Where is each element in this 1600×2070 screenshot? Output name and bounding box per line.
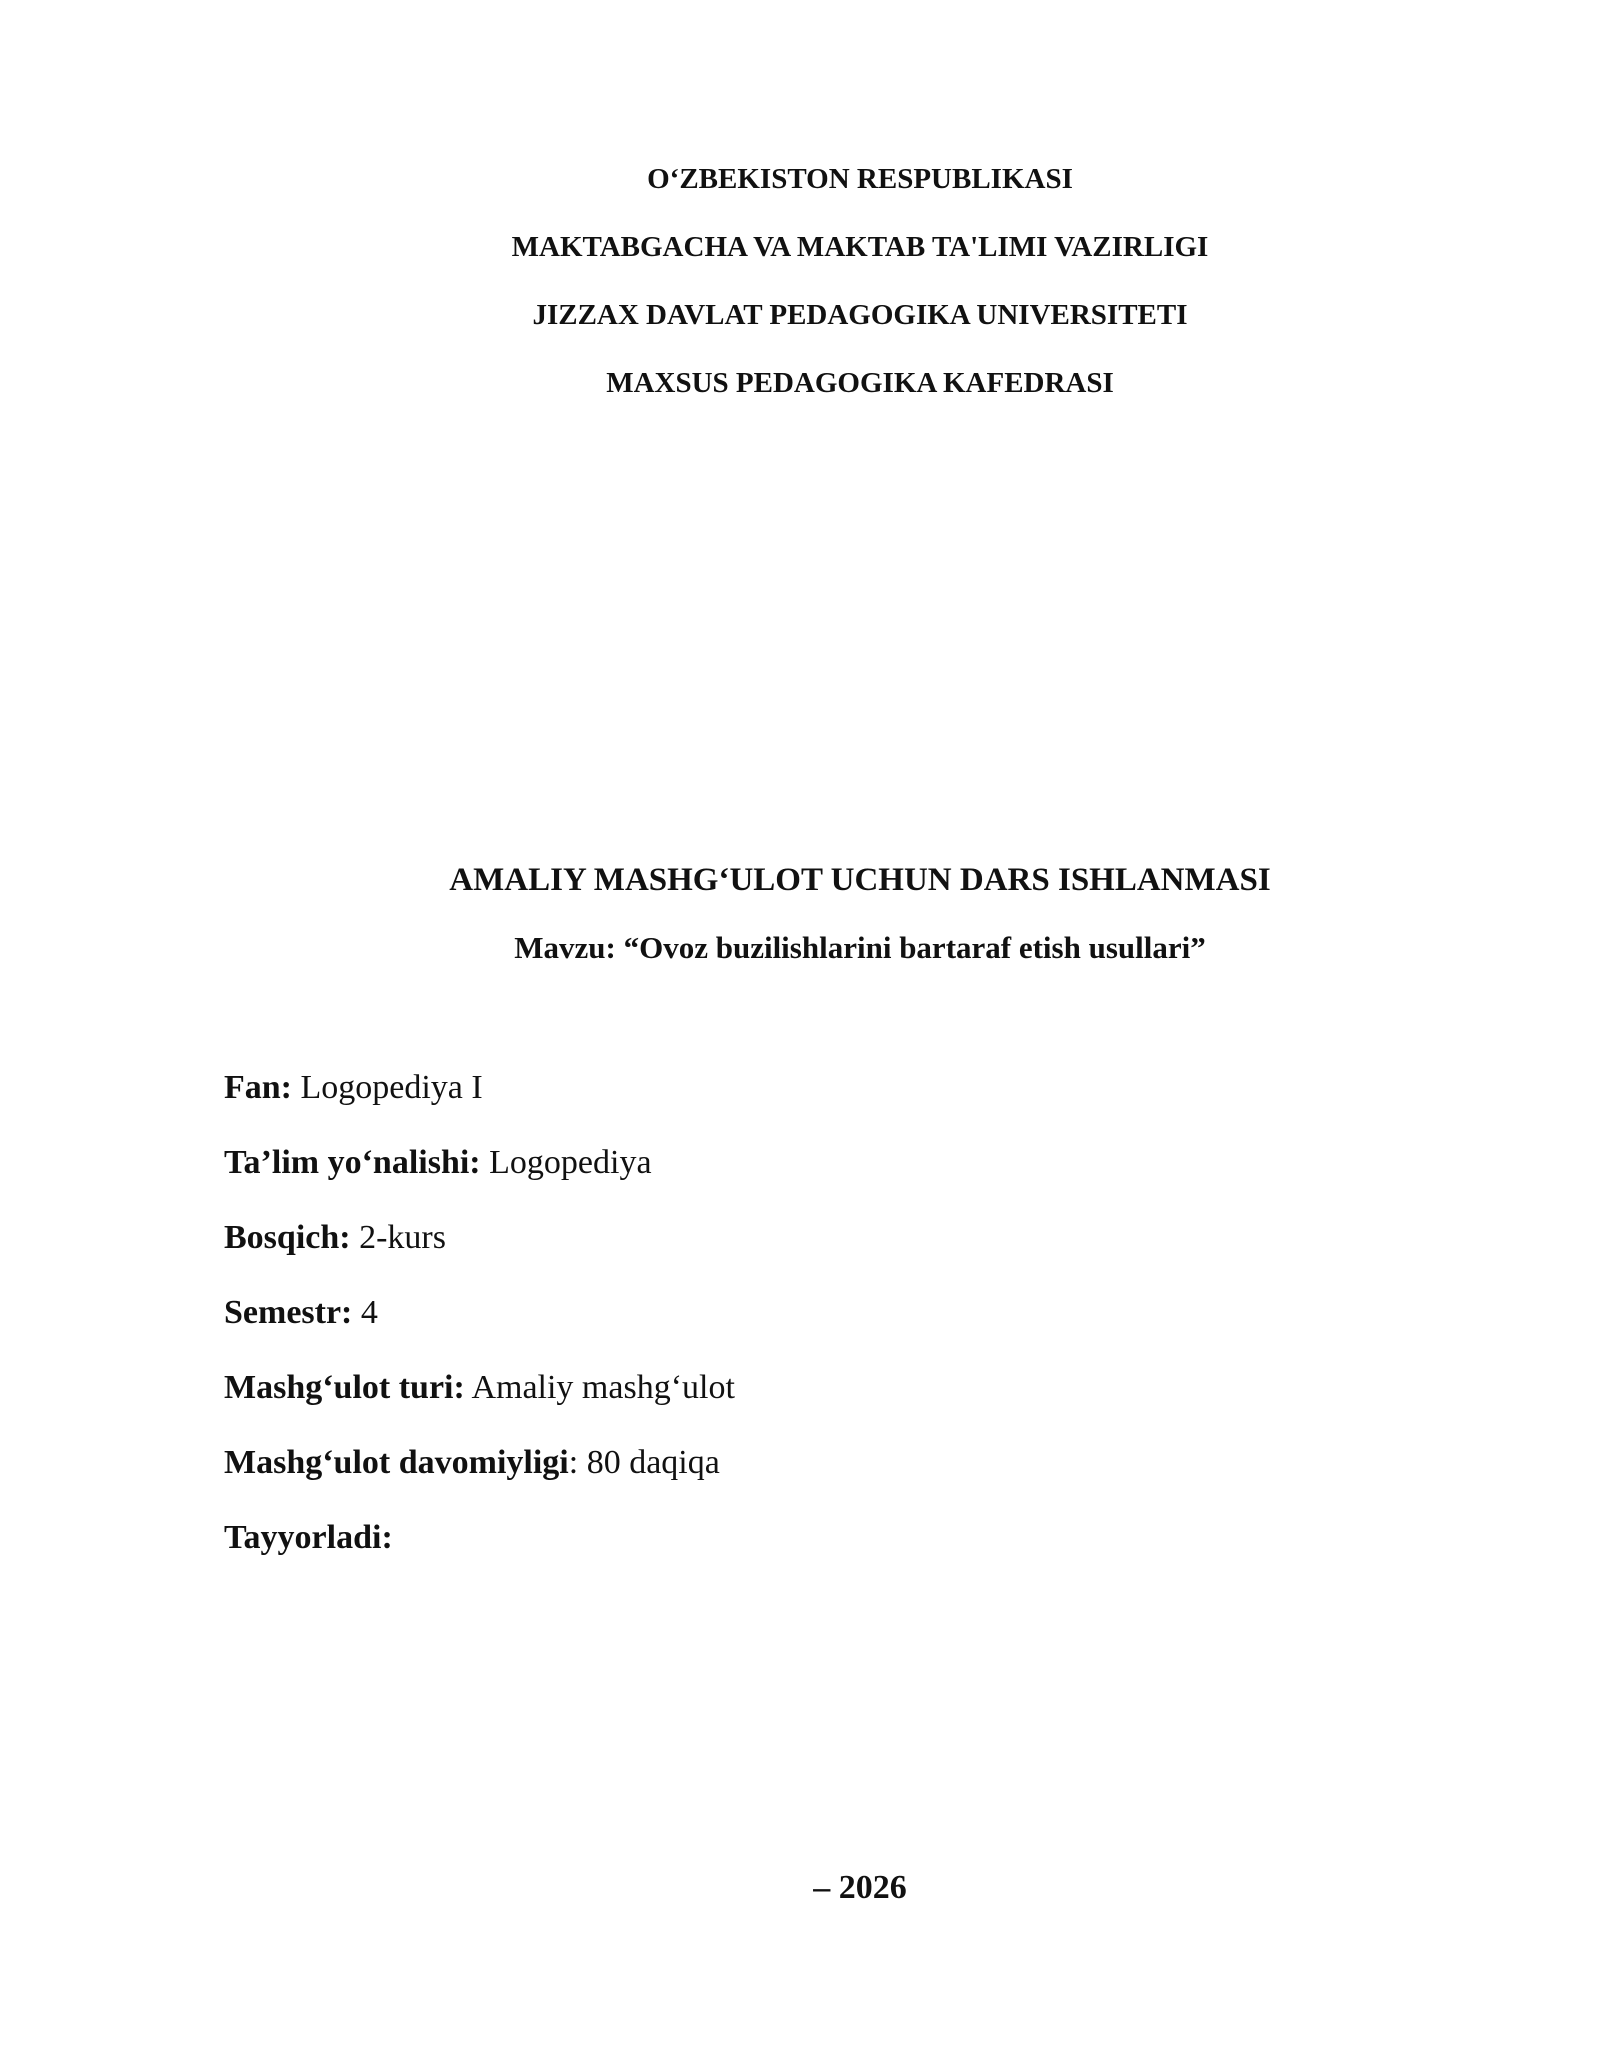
header-line-ministry: MAKTABGACHA VA MAKTAB TA'LIMI VAZIRLIGI	[511, 231, 1209, 263]
info-label: Mashg‘ulot turi:	[224, 1369, 465, 1406]
info-label: Bosqich:	[224, 1219, 351, 1256]
info-label: Semestr:	[224, 1294, 353, 1331]
header-line-republic: O‘ZBEKISTON RESPUBLIKASI	[647, 163, 1073, 195]
info-value: 2-kurs	[350, 1219, 446, 1256]
info-label: Fan:	[224, 1069, 292, 1106]
info-value: : 80 daqiqa	[568, 1444, 720, 1481]
info-row-prepared-by	[224, 1500, 1424, 1575]
header-line-university: JIZZAX DAVLAT PEDAGOGIKA UNIVERSITETI	[532, 299, 1188, 331]
info-row-duration	[224, 1425, 1424, 1500]
info-row-subject	[224, 1050, 1424, 1125]
document-title-block	[0, 845, 1600, 981]
course-info	[224, 1050, 1424, 1575]
document-topic	[0, 915, 1600, 981]
topic-value: “Ovoz buzilishlarini bartaraf etish usullari”	[623, 930, 1206, 965]
info-row-direction	[224, 1125, 1424, 1200]
info-label: Ta’lim yo‘nalishi:	[224, 1144, 481, 1181]
institution-header	[0, 145, 1600, 417]
info-value: 4	[352, 1294, 378, 1331]
info-label: Tayyorladi:	[224, 1519, 393, 1556]
header-line-department: MAXSUS PEDAGOGIKA KAFEDRASI	[606, 367, 1114, 399]
document-year: – 2026	[813, 1869, 907, 1906]
info-label: Mashg‘ulot davomiyligi	[224, 1444, 569, 1481]
info-value: Amaliy mashg‘ulot	[464, 1369, 735, 1406]
info-value: Logopediya	[480, 1144, 652, 1181]
info-row-lesson-type	[224, 1350, 1424, 1425]
document-title: AMALIY MASHG‘ULOT UCHUN DARS ISHLANMASI	[449, 862, 1271, 898]
info-row-stage	[224, 1200, 1424, 1275]
topic-label: Mavzu:	[514, 930, 616, 965]
info-value: Logopediya I	[292, 1069, 483, 1106]
info-row-semester	[224, 1275, 1424, 1350]
